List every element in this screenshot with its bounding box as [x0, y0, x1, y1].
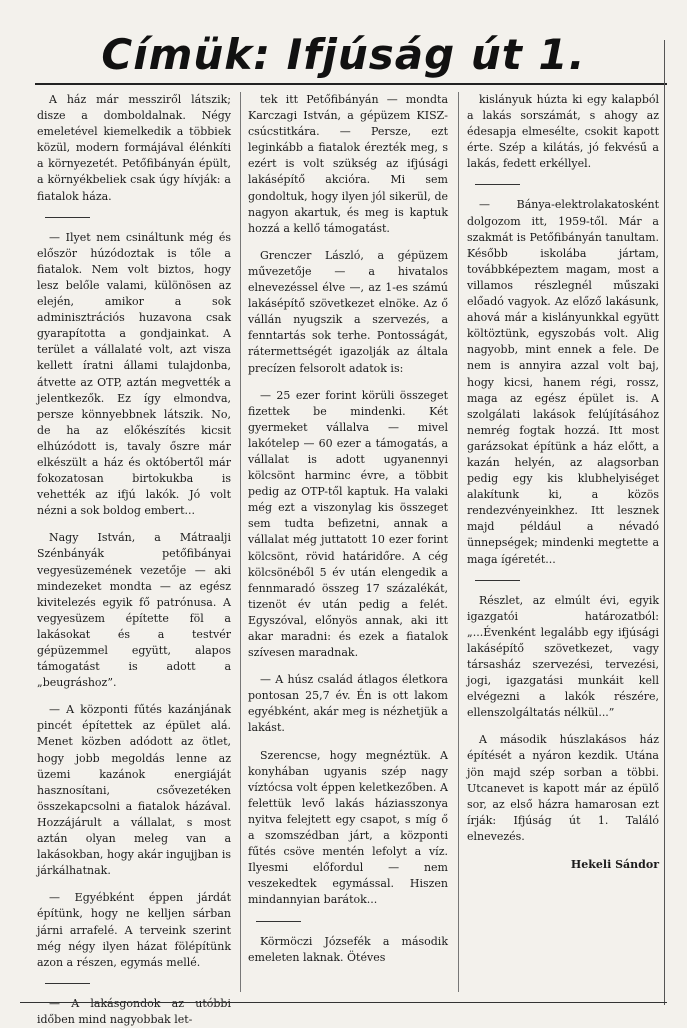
section-divider: [475, 184, 520, 185]
paragraph: — Egyébként éppen járdát építünk, hogy ne kelljen sárban járni arrafelé. A terveink szerint még négy ilyen házat fölépítünk azon a részen, egymás mellé.: [37, 891, 231, 969]
author-signature: Hekeli Sándor: [570, 858, 659, 872]
paragraph: Grenczer László, a gépüzem művezetője — a hivatalos elnevezéssel élve —, az 1-es számú lakásépítő szövetkezet elnöke. Az ő vállán nyugszik a szervezés, a fenntartás sok terhe. Pontosságát, rátermettségét igazolják az általa precízen felsorolt adatok is:: [248, 248, 448, 375]
headline: Címük: Ifjúság út 1.: [101, 30, 586, 79]
paragraph: A ház már messziről látszik; disze a domboldalnak. Négy emeletével kiemelkedik a többiek közül, modern formájával élénkíti a környezetét. Petőfibányán épült, a környékbeliek csak úgy hívják: a fiatalok háza.: [37, 93, 231, 203]
article-column-1: [37, 92, 231, 1026]
paragraph: Nagy István, a Mátraalji Szénbányák petőfibányai vegyesüzemének vezetője — aki mindezeket mondta — az egész kivitelezés egyik fő patrónusa. A vegyesüzem építette föl a lakásokat és a testvér gépüzemmel együtt, alapos támogatást is adott a „beugráshoz”.: [37, 531, 231, 690]
article-column-3: [467, 92, 659, 992]
top-rule: [35, 83, 667, 85]
paragraph: Részlet, az elmúlt évi, egyik igazgatói határozatból: „...Évenként legalább egy ifjúsági lakásépítő szövetkezet, vagy társasház szervezési, tervezési, jogi, igazgatási munkáit kell elvégezni a lakók részére, ellenszolgáltatás nélkül...”: [467, 593, 659, 720]
paragraph: — Bánya-elektrolakatosként dolgozom itt, 1959-től. Már a szakmát is Petőfibányán tanultam. Később iskolába jártam, továbbképeztem magam, most a villamos részlegnél műszaki előadó vagyok. Az előző lakásunk, ahová már a kislányunkkal együtt költöztünk, egyszobás volt. Alig nagyobb, mint ennek a fele. De nem is annyira azzal volt baj, hogy kicsi, hanem régi, rossz, maga az egész épület is. A szolgálati lakások felújításához nemrég fogtak hozzá. Itt most garázsokat építünk a ház előtt, a kazán helyén, az alagsorban pedig egy kis klubhelyiséget alakítunk ki, a közös rendezvényeinkhez. Itt lesznek majd például a névadó ünnepségek; mindenki megtette a maga ígéretét...: [467, 198, 659, 566]
column-separator: [240, 92, 241, 992]
section-divider: [45, 217, 90, 218]
column-separator: [458, 92, 459, 992]
paragraph: — A húsz család átlagos életkora pontosan 25,7 év. Én is ott lakom egyébként, akár meg is nézhetjük a lakást.: [248, 673, 448, 735]
article-column-2: [248, 92, 448, 992]
paragraph: Körmöczi Józsefék a második emeleten laknak. Ötéves: [248, 934, 448, 964]
bottom-rule: [20, 1002, 667, 1003]
paragraph: kislányuk húzta ki egy kalapból a lakás sorszámát, s ahogy az édesapja elmesélte, csokit kapott érte. Szép a kilátás, jó fekvésű a lakás, fedett erkéllyel.: [467, 93, 659, 171]
paragraph: — A lakásgondok az utóbbi időben mind nagyobbak let-: [37, 996, 231, 1026]
paragraph: — 25 ezer forint körüli összeget fizettek be mindenki. Két gyermeket vállalva — mivel lakótelep — 60 ezer a támogatás, a vállalat is adott ugyanennyi kölcsönt harminc évre, a többit pedig az OTP-től kaptuk. Ha valaki még ezt a viszonylag kis összeget sem tudta befizetni, annak a vállalat még juttatott 10 ezer forint kölcsönt, rövid határidőre. A cég kölcsönéből 5 év után elengedik a fennmaradó összeg 17 százalékát, tizenöt év után pedig a felét. Egyszóval, előnyös annak, aki itt akar maradni: és ezek a fiatalok szívesen maradnak.: [248, 388, 448, 660]
section-divider: [256, 921, 301, 922]
section-divider: [475, 580, 520, 581]
section-divider: [45, 983, 90, 984]
paragraph: tek itt Petőfibányán — mondta Karczagi István, a gépüzem KISZ-csúcstitkára. — Persze, ezt leginkább a fiatalok érezték meg, s ezért is volt szükség az ifjúsági lakásépítő akcióra. Mi sem gondoltuk, hogy ilyen jól sikerül, de nagyon akartuk, és meg is kaptuk hozzá a kellő támogatást.: [248, 93, 448, 235]
paragraph: — Ilyet nem csináltunk még és először húzódoztak is tőle a fiatalok. Nem volt biztos, hogy lesz belőle valami, különösen az elején, amikor a sok adminisztrációs huzavona csak gyarapította a gondjainkat. A terület a vállalaté volt, azt visza kellett íratni állami tulajdonba, átvette az OTP, aztán megvették a jelentkezők. Ez így elmondva, persze könnyebbnek látszik. No, de ha az előkészítés kicsit elhúzódott is, tavaly őszre már elkészült a ház és októbertől már fokozatosan birtokukba is vehették az ifjú lakók. Jó volt nézni a sok boldog embert...: [37, 230, 231, 518]
paragraph: Szerencse, hogy megnéztük. A konyhában ugyanis szép nagy víztócsa volt éppen keletkezőben. A felettük levő lakás háziasszonya nyitva felejtett egy csapot, s míg ő a szomszédban járt, a központi fűtés csöve mentén lefolyt a víz. Ilyesmi előfordul — nem veszekedtek egymással. Hiszen mindannyian barátok...: [248, 748, 448, 907]
paragraph: — A központi fűtés kazánjának pincét építettek az épület alá. Menet közben adódott az ötlet, hogy jobb megoldás lenne az üzemi kazánok energiáját hasznosítani, csővezetéken összekapcsolni a fiatalok házával. Hozzájárult a vállalat, s most aztán olyan meleg van a lakásokban, hogy akár ingujjban is járkálhatnak.: [37, 703, 231, 878]
right-rule: [664, 40, 665, 1005]
paragraph: A második húszlakásos ház építését a nyáron kezdik. Utána jön majd szép sorban a többi. Utcanevet is kapott már az épülő sor, az első házra hamarosan ezt írják: Ifjúság út 1. Találó elnevezés.: [467, 733, 659, 843]
